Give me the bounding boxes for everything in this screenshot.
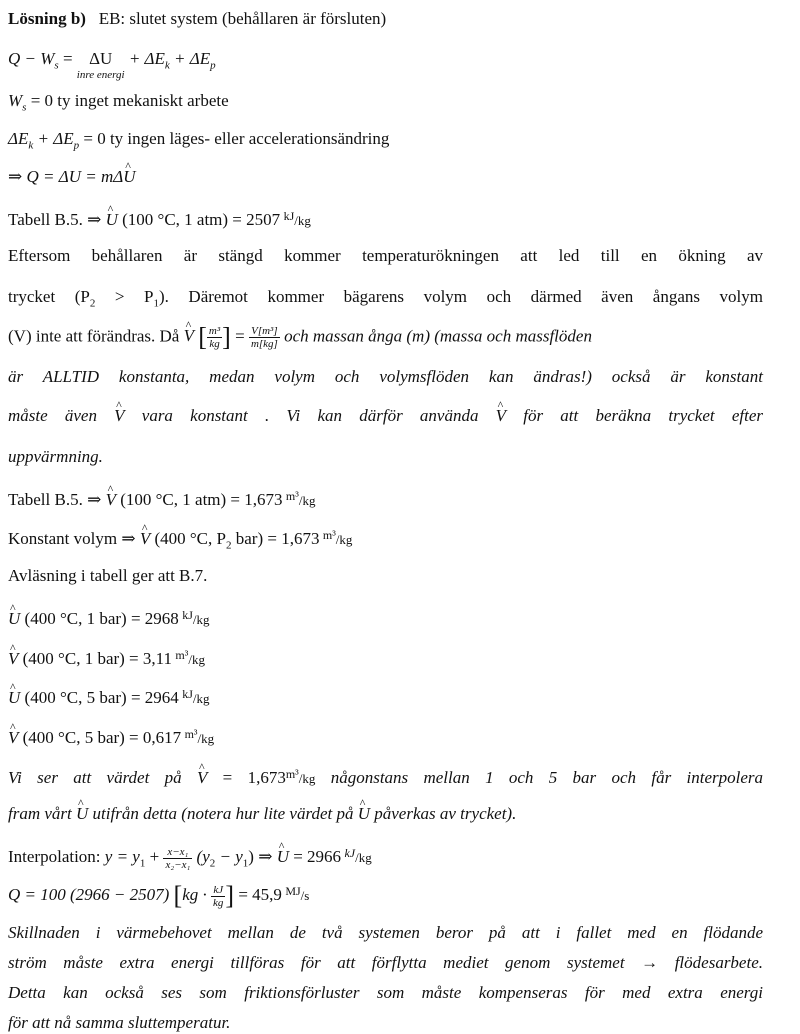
kj-per-kg-fraction: [211, 884, 225, 909]
konstant-prefix: Konstant volym ⇒: [8, 529, 140, 548]
table-value-row: [8, 723, 214, 750]
p2-l1-a: Vi ser att värdet på: [8, 768, 197, 787]
p1-l3-b: och massan ånga (m) (massa och massflöden: [279, 326, 592, 346]
table-value-row: [8, 604, 210, 631]
paragraph1-line6: uppvärmning.: [8, 447, 103, 466]
v-hat-symbol: ^ V: [8, 727, 18, 749]
q-result-expression: Q = 100 (2966 − 2507): [8, 885, 174, 904]
table-value-condition: (400 °C, 5 bar) = 2964: [20, 688, 179, 707]
unit-bottom: /kg: [355, 850, 372, 865]
paragraph3-line2: ström måste extra energi tillföras för att förflytta mediet genom systemet → flödesarbete.: [8, 953, 763, 972]
unit-top: kJ: [283, 209, 295, 223]
interp-sub: 1: [139, 857, 146, 870]
unit-top: kJ: [182, 687, 193, 701]
q-result-value: = 45,9: [234, 885, 282, 904]
p2-sub: 2: [225, 539, 232, 552]
ws-text: = 0 ty inget mekaniskt arbete: [26, 91, 229, 110]
p2-l2-a: fram vårt: [8, 804, 76, 823]
p2-l1-eq: = 1,673: [207, 768, 286, 787]
p1-sub: 1: [153, 297, 159, 310]
v-hat-symbol: ^ V: [140, 528, 150, 550]
frac-num: x−x₁: [163, 846, 192, 859]
v-hat-symbol: ^ V: [496, 405, 506, 427]
ep-symbol: + ΔE: [33, 129, 74, 148]
paragraph1-line4: är ALLTID konstanta, medan volym och volymsflöden kan ändras!) också är konstant: [8, 367, 763, 386]
p2-sub: 2: [89, 297, 96, 310]
unit-top: m³: [322, 528, 336, 542]
frac-den: kg: [209, 338, 220, 350]
p1-l3-eq: =: [230, 326, 249, 346]
p1-l2-a: trycket (P: [8, 287, 90, 306]
interp-y: y = y: [104, 847, 140, 866]
tabell-v-100-line: [8, 485, 315, 512]
konstant-volym-line: [8, 524, 352, 551]
interp-result: = 2966: [288, 847, 342, 866]
paragraph3-line3: Detta kan också ses som friktionsförluster som måste kompenseras för med extra energi: [8, 983, 763, 1002]
table-value-condition: (400 °C, 5 bar) = 0,617: [18, 728, 182, 747]
u-hat-symbol: ^ U: [106, 209, 118, 231]
paragraph2-line1: [8, 763, 763, 790]
q-result-line: [8, 880, 309, 909]
paragraph2-line2: [8, 803, 516, 825]
ek-symbol: ΔE: [8, 129, 29, 148]
unit-top: kJ: [344, 846, 356, 860]
unit-bottom: /kg: [192, 612, 210, 627]
paragraph1-line2: [8, 286, 763, 308]
interpolation-label: Interpolation:: [8, 847, 105, 866]
p1-l5-c: för att beräkna trycket efter: [506, 406, 763, 425]
paragraph3-line1: Skillnaden i värmebehovet mellan de två systemen beror på att i fallet med en flödande: [8, 923, 763, 942]
interp-fraction: [163, 846, 192, 871]
unit-bottom: /kg: [294, 213, 311, 228]
u-hat-symbol: ^ U: [358, 803, 370, 825]
unit-top: m³: [285, 767, 299, 781]
ws-sub: s: [22, 101, 27, 114]
interp-b: (y: [192, 847, 210, 866]
ek-ep-text: = 0 ty ingen läges- eller accelerationsändring: [79, 129, 390, 148]
u-hat-symbol: ^ U: [8, 687, 20, 709]
eq-ep-sub: p: [210, 59, 216, 72]
q-kg: kg ·: [182, 885, 212, 904]
eq-ep: + ΔE: [169, 49, 211, 68]
tabell-v-condition: (100 °C, 1 atm) = 1,673: [115, 490, 283, 509]
v-hat-symbol: ^ V: [197, 767, 207, 789]
paragraph1-line1: Eftersom behållaren är stängd kommer temperaturökningen att led till en ökning av: [8, 246, 763, 265]
interp-c: − y: [215, 847, 243, 866]
q-du-text: ⇒ Q = ΔU = mΔ: [8, 167, 124, 186]
m3-per-kg-fraction: [207, 325, 222, 350]
interp-d: ) ⇒: [248, 847, 277, 866]
right-bracket: ]: [222, 322, 231, 352]
konstant-cond-a: (400 °C, P: [150, 529, 226, 548]
p2-l1-b: någonstans mellan 1 och 5 bar och får interpolera: [315, 768, 763, 787]
table-value-condition: (400 °C, 1 bar) = 3,11: [18, 649, 173, 668]
ep-sub: p: [73, 139, 80, 152]
p2-l2-b: utifrån detta (notera hur lite värdet på: [88, 804, 358, 823]
p1-l2-b: > P: [95, 287, 154, 306]
ws-zero-line: [8, 90, 229, 112]
unit-top: MJ: [285, 884, 301, 898]
interp-sub: 2: [209, 857, 216, 870]
paragraph3-line4: för att nå samma sluttemperatur.: [8, 1013, 231, 1032]
unit-bottom: /kg: [298, 493, 316, 508]
frac-den: m[kg]: [250, 338, 278, 350]
unit-bottom: /kg: [298, 771, 316, 786]
p1-l2-c: ). Däremot kommer bägarens volym och därmed även ångans volym: [158, 287, 763, 306]
u-hat-symbol: ^ U: [123, 166, 135, 188]
q-equals-du-line: [8, 166, 136, 188]
unit-top: m³: [285, 489, 299, 503]
frac-den: kg: [213, 896, 224, 909]
solution-heading: [8, 8, 386, 30]
unit-bottom: /kg: [197, 731, 215, 746]
unit-bottom: /kg: [188, 652, 205, 667]
table-value-condition: (400 °C, 1 bar) = 2968: [20, 609, 179, 628]
table-value-row: [8, 644, 205, 671]
left-bracket: [: [173, 881, 183, 911]
v-hat-symbol: ^ V: [184, 325, 194, 347]
unit-top: kJ: [182, 608, 193, 622]
eq-equals: =: [58, 49, 77, 68]
unit-bottom: /kg: [335, 532, 353, 547]
frac-num: m³: [208, 325, 221, 337]
ws-symbol: W: [8, 91, 23, 110]
avlasning-line: Avläsning i tabell ger att B.7.: [8, 566, 208, 585]
unit-top: m³: [184, 727, 198, 741]
delta-u: ΔU: [89, 49, 113, 68]
paragraph1-line5: [8, 405, 763, 427]
v-hat-symbol: ^ V: [8, 648, 18, 670]
eq-ek-sub: k: [164, 59, 170, 72]
unit-bottom: /kg: [192, 691, 210, 706]
tabell-u-condition: (100 °C, 1 atm) = 2507: [117, 210, 281, 229]
heading-text: EB: slutet system (behållaren är försluten): [98, 9, 387, 28]
tabell-prefix: Tabell B.5. ⇒: [8, 210, 106, 229]
tabell-prefix: Tabell B.5. ⇒: [8, 490, 106, 509]
inre-energi-label: inre energi: [76, 69, 125, 81]
eq-ek: + ΔE: [128, 49, 165, 68]
right-bracket: ]: [225, 881, 235, 911]
table-value-row: [8, 683, 210, 710]
p1-l5-b: vara konstant . Vi kan därför använda: [124, 406, 496, 425]
frac-num: kJ: [211, 884, 225, 897]
delta-u-underset: [77, 48, 125, 80]
ek-sub: k: [28, 139, 34, 152]
interpolation-line: [8, 842, 372, 871]
u-hat-symbol: ^ U: [76, 803, 88, 825]
v-hat-symbol: ^ V: [114, 405, 124, 427]
interp-plus: +: [145, 847, 164, 866]
unit-bottom: /s: [300, 888, 310, 903]
ek-ep-zero-line: [8, 128, 389, 150]
u-hat-symbol: ^ U: [8, 608, 20, 630]
frac-den: x₂−x₁: [165, 858, 191, 871]
energy-balance-equation: [8, 48, 216, 80]
frac-num: V[m³]: [249, 325, 280, 338]
paragraph1-line3: [8, 322, 592, 352]
unit-top: m³: [175, 648, 189, 662]
v-hat-symbol: ^ V: [106, 489, 116, 511]
eq-lhs: Q − W: [8, 49, 55, 68]
eq-lhs-sub: s: [54, 59, 59, 72]
heading-label: Lösning b): [8, 9, 86, 28]
tabell-u-100-line: [8, 205, 311, 232]
p1-l5-a: måste även: [8, 406, 115, 425]
p1-l3-a: (V) inte att förändras. Då: [8, 326, 184, 346]
konstant-cond-b: bar) = 1,673: [231, 529, 320, 548]
left-bracket: [: [198, 322, 207, 352]
v-over-m-fraction: [249, 325, 280, 350]
p2-l2-c: påverkas av trycket).: [370, 804, 517, 823]
interp-sub: 1: [242, 857, 249, 870]
u-hat-symbol: ^ U: [277, 846, 289, 868]
